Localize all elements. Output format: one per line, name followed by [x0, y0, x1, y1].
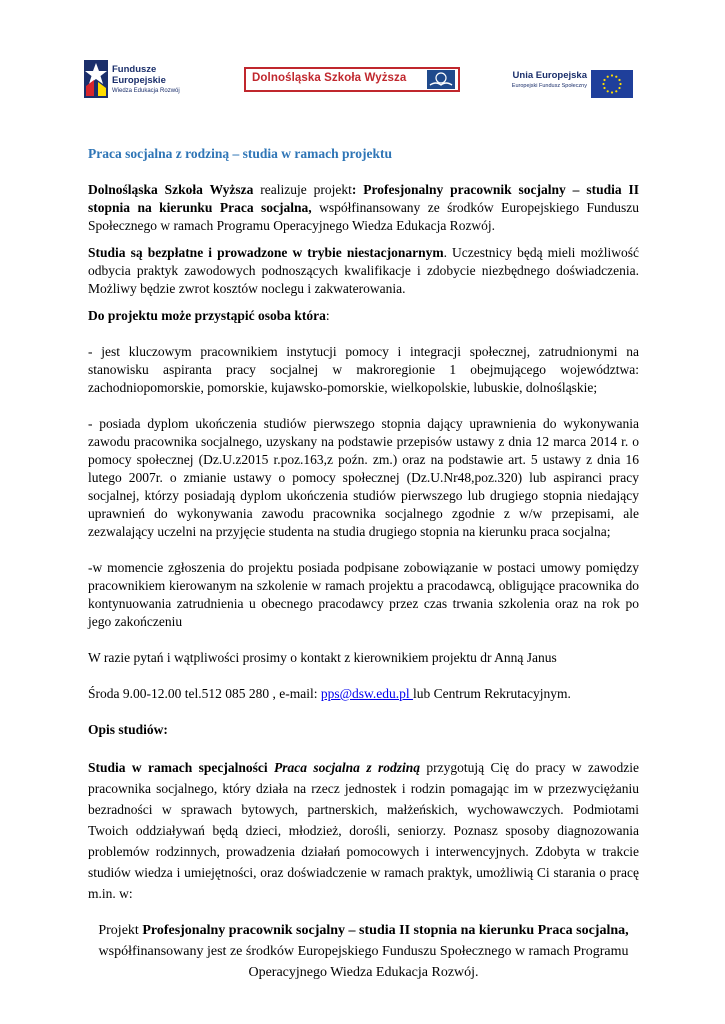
- footer-text: Projekt: [98, 923, 143, 938]
- footer-text-2: współfinansowany jest ze środków Europejskiego Funduszu Społecznego w ramach Programu Operacyjnego Wiedza Edukacja Rozwój.: [98, 944, 629, 980]
- free-studies-paragraph: [88, 244, 639, 298]
- footer-project-name: Profesjonalny pracownik socjalny – studia II stopnia na kierunku Praca socjalna,: [142, 923, 629, 938]
- project-footer: [88, 920, 639, 983]
- criterion-3: -w momencie zgłoszenia do projektu posiada podpisane zobowiązanie w postaci umowy pomiędzy pracownikiem kierowanym na szkolenie w ramach projektu a pracodawcą, obligujące pracownika do kontynuowania zatrudnienia u obecnego pracodawcy przez czas trwania szkolenia oraz na rok po jego zakończeniu: [88, 560, 639, 629]
- fe-line1: Fundusze: [112, 64, 157, 75]
- intro-text-2: współfinansowany ze środków Europejskiego Funduszu Społecznego w ramach Programu Operacyjnego Wiedza Edukacja Rozwój.: [88, 200, 639, 233]
- eligibility-colon: :: [325, 308, 330, 323]
- page-title: Praca socjalna z rodziną – studia w ramach projektu: [88, 146, 392, 161]
- dsw-logo-text: Dolnośląska Szkoła Wyższa: [252, 72, 407, 84]
- fe-line3: Wiedza Edukacja Rozwój: [112, 88, 180, 94]
- org-name: Dolnośląska Szkoła Wyższa: [88, 182, 254, 197]
- fe-line2: Europejskie: [112, 75, 166, 86]
- opis-title: Opis studiów:: [88, 722, 168, 737]
- ue-line2: Europejski Fundusz Społeczny: [511, 83, 587, 89]
- contact-details: [88, 685, 639, 703]
- ue-text-block: [497, 70, 587, 91]
- book-globe-icon: [427, 70, 455, 89]
- project-name: : Profesjonalny pracownik socjalny – studia II stopnia na kierunku Praca socjalna,: [88, 182, 639, 215]
- studies-text: przygotują Cię do pracy w zawodzie pracownika socjalnego, który działa na rzecz jednostek i rodzin pomagając im w przezwyciężaniu bezradności w sprawach bytowych, partnerskich, małżeńskich, wychowawczych. Podmiotami Twoich oddziaływań będą dzieci, młodzież, dorośli, seniorzy. Poznasz sposoby diagnozowania problemów rodzinnych, prowadzenia działań pomocowych i interwencyjnych. Zdobyta w trakcie studiów wiedza i umiejętności, oraz doświadczenie w ramach praktyk, umożliwią Ci starania o pracę m.in. w:: [88, 760, 639, 901]
- contact-alt: lub Centrum Rekrutacyjnym.: [413, 686, 571, 701]
- ue-line1: Unia Europejska: [512, 70, 587, 81]
- opis-heading: [88, 721, 639, 739]
- criterion-2: - posiada dyplom ukończenia studiów pierwszego stopnia dający uprawnienia do wykonywania zawodu pracownika socjalnego, uzyskany na podstawie przepisów ustawy z dnia 12 marca 2014 r. o pomocy społecznej (Dz.U.z2015 r.poz.163,z poźn. zm.) oraz na podstawie art. 5 ustawy z dnia 16 lutego 2007r. o zmianie ustawy o pomocy społecznej (Dz.U.Nr48,poz.320) lub aspiranci pracy socjalnej, którzy posiadają dyplom ukończenia studiów pierwszego lub drugiego stopnia niedający uprawnień do wykonywania zawodu pracownika socjalnego zgodnie z w/w przepisami, ale zezwalający uczelni na przyjęcie studenta na studia drugiego stopnia na kierunku praca socjalna;: [88, 416, 639, 539]
- contact-hours: Środa 9.00-12.00 tel.512 085 280 , e-mail:: [88, 686, 321, 701]
- fe-star-icon: [84, 60, 108, 98]
- criterion-1: - jest kluczowym pracownikiem instytucji pomocy i integracji społecznej, zatrudnionymi na stanowisku aspiranta pracy socjalnej w makroregionie 1 obejmującego województwa: zachodniopomorskie, pomorskie, kujawsko-pomorskie, wielkopolskie, lubuskie, dolnośląskie;: [88, 344, 639, 395]
- intro-paragraph: [88, 181, 639, 235]
- free-studies-bold: Studia są bezpłatne i prowadzone w trybie niestacjonarnym: [88, 245, 444, 260]
- studies-description: [88, 757, 639, 904]
- eu-flag-icon: [591, 70, 633, 98]
- dsw-logo: [244, 67, 460, 92]
- free-studies-text: . Uczestnicy będą mieli możliwość odbycia praktyk zawodowych podnoszących kwalifikacje i zdobycie niezbędnego doświadczenia. Możliwy będzie zwrot kosztów noclegu i zakwaterowania.: [88, 245, 639, 296]
- email-link[interactable]: pps@dsw.edu.pl: [320, 686, 414, 701]
- logo-bar: [0, 58, 725, 104]
- intro-text: realizuje projekt: [253, 182, 352, 197]
- fundusze-europejskie-logo: [84, 60, 199, 102]
- eligibility-heading: [88, 307, 639, 325]
- fe-text: [112, 64, 180, 96]
- eligibility-heading-bold: Do projektu może przystąpić osoba która: [88, 308, 326, 323]
- specialty-name: Praca socjalna z rodziną: [274, 760, 420, 775]
- contact-paragraph: W razie pytań i wątpliwości prosimy o kontakt z kierownikiem projektu dr Anną Janus: [88, 650, 557, 665]
- studies-bold: Studia w ramach specjalności: [88, 760, 275, 775]
- document-body: [88, 145, 639, 992]
